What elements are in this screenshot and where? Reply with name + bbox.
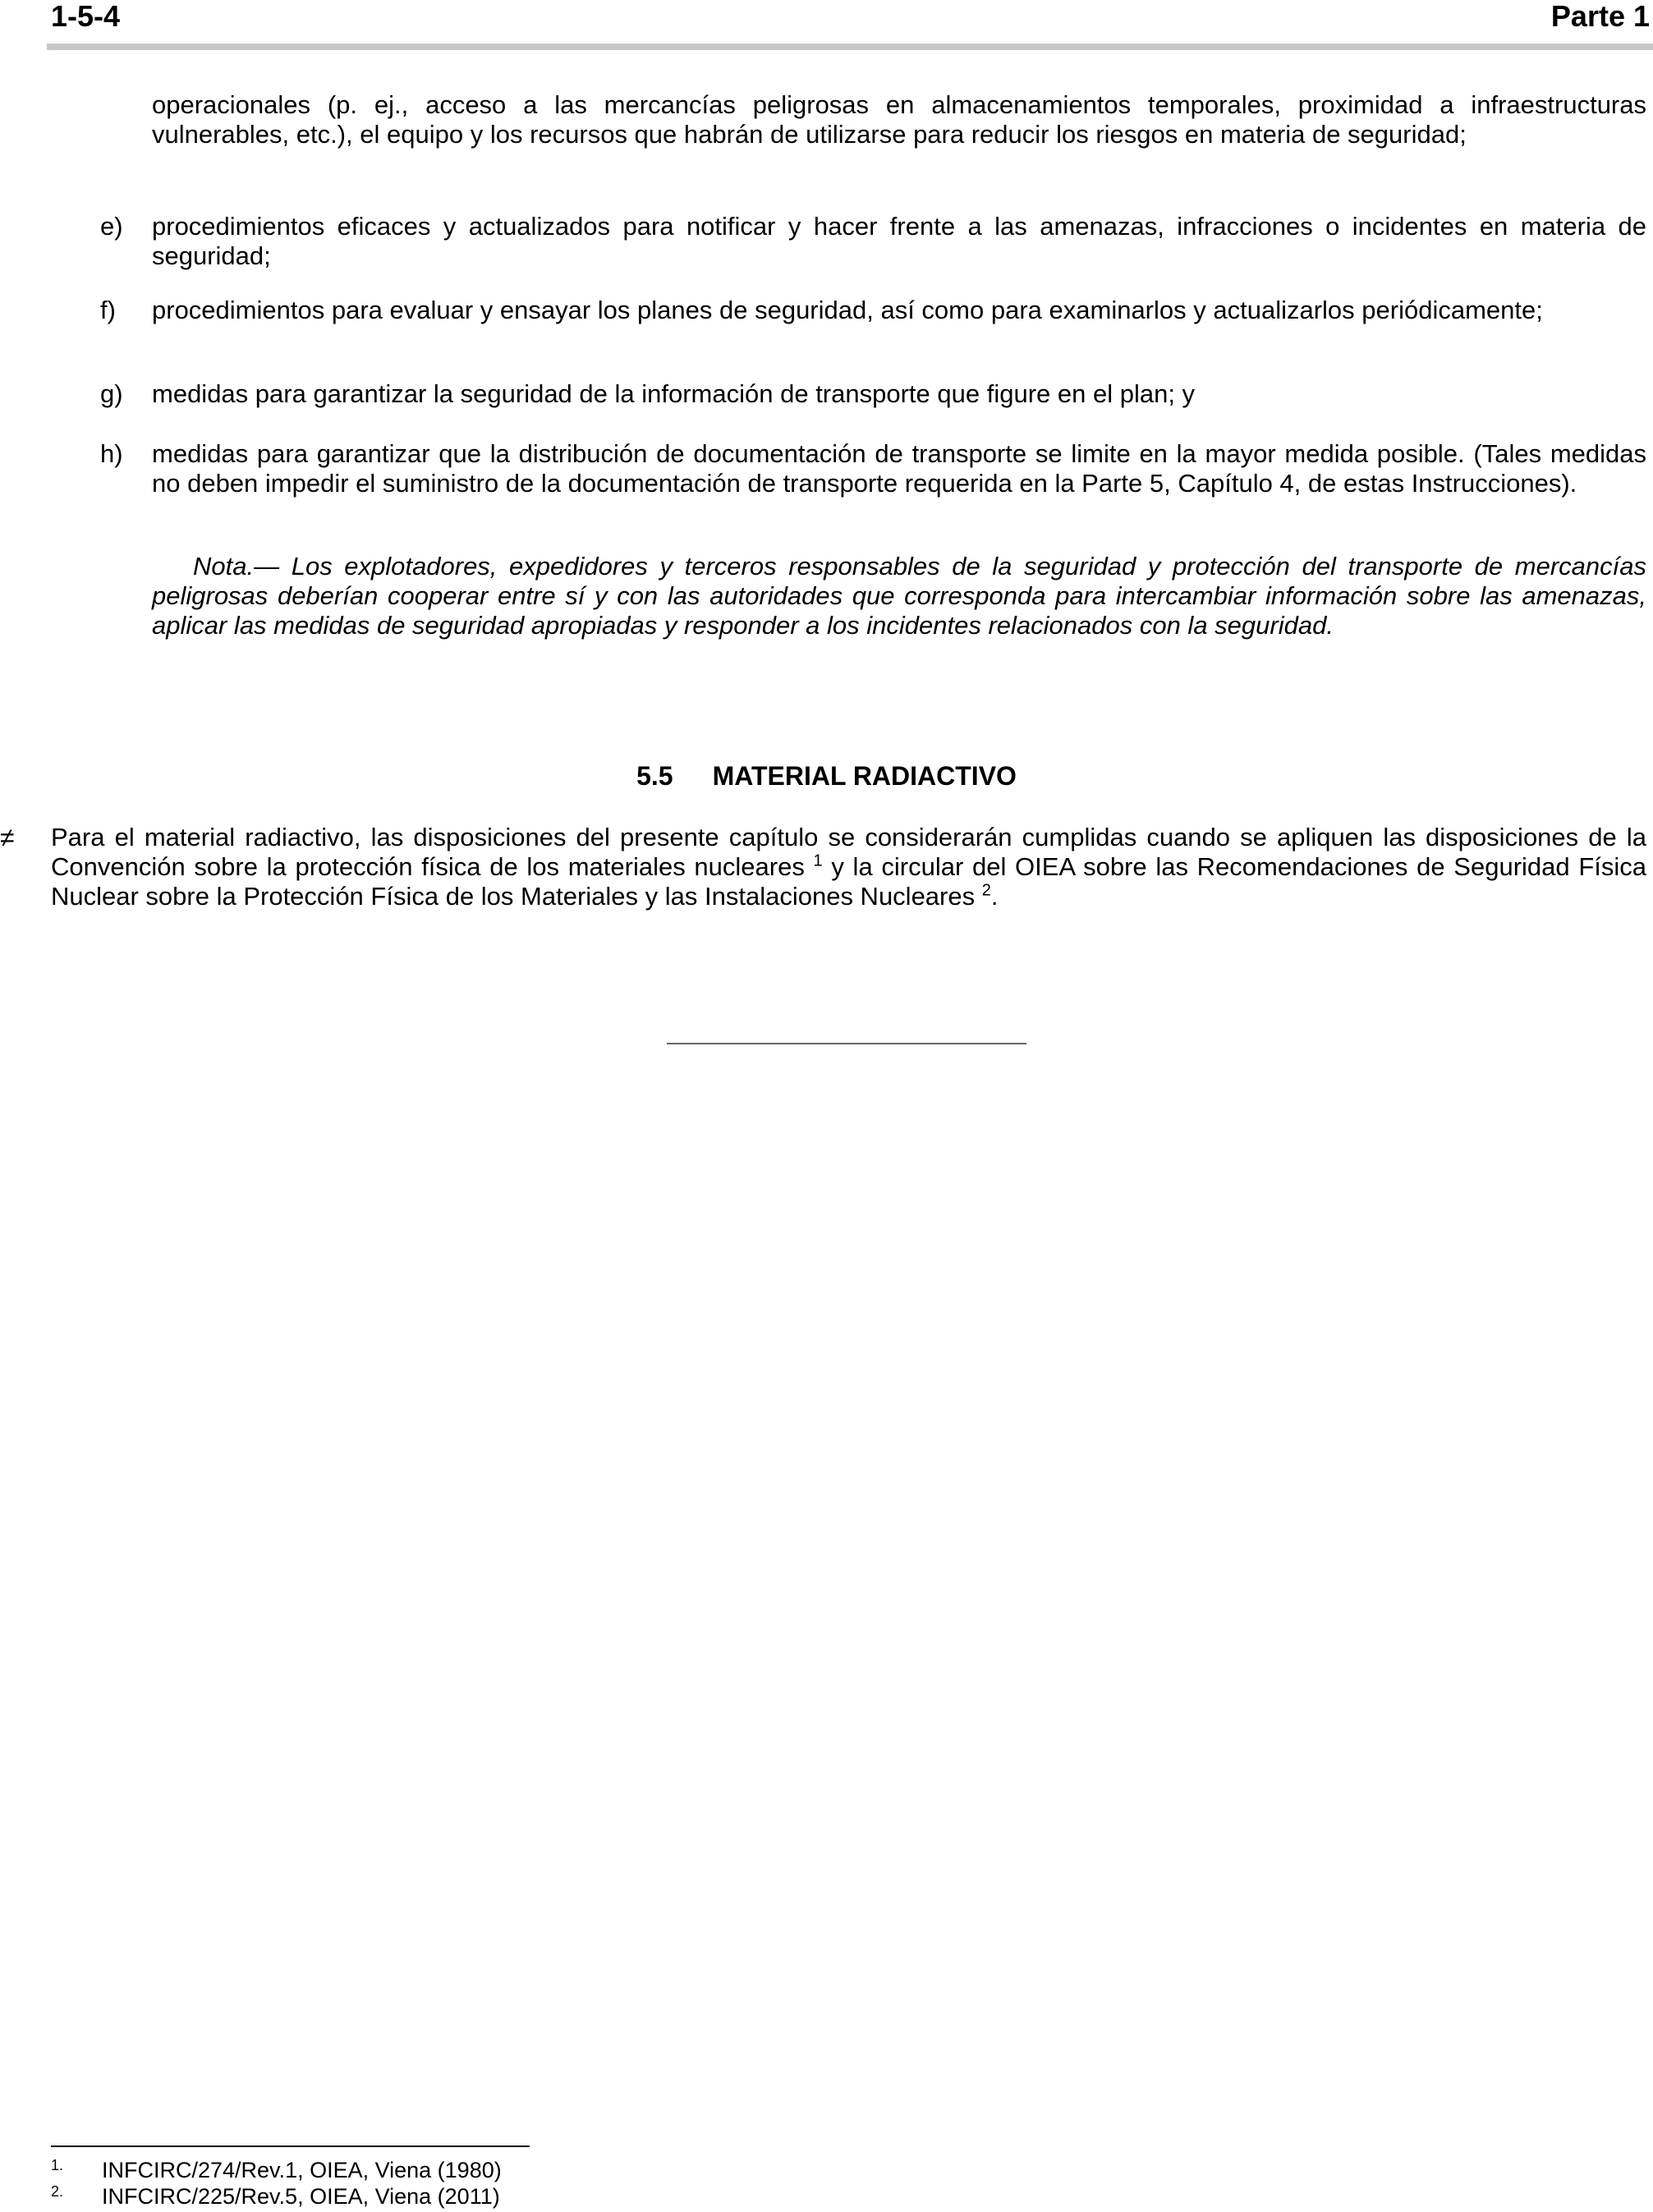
header-rule <box>47 44 1653 50</box>
page-number: 1-5-4 <box>51 0 121 33</box>
continuation-paragraph: operacionales (p. ej., acceso a las mercancías peligrosas en almacenamientos temporales, proximidad a infraestructuras vulnerables, etc.), el equipo y los recursos que habrán de utilizarse para reducir los riesgos en materia de seguridad; <box>152 90 1646 149</box>
footnote-ref-2[interactable]: 2 <box>981 881 991 900</box>
item-text-f: procedimientos para evaluar y ensayar los planes de seguridad, así como para examinarlos y actualizarlos periódicamente; <box>152 296 1543 324</box>
item-label-g: g) <box>100 379 123 408</box>
body-text-3: . <box>990 882 999 911</box>
note-label: Nota.— <box>193 552 280 581</box>
part-label: Parte 1 <box>1550 0 1650 33</box>
footnote-text-1: INFCIRC/274/Rev.1, OIEA, Viena (1980) <box>102 2158 502 2182</box>
item-text-h: medidas para garantizar que la distribución de documentación de transporte se limite en la mayor medida posible. (Tales medidas no deben impedir el suministro de la documentación de transporte requerida en la Parte 5, Capítulo 4, de estas Instrucciones). <box>152 439 1646 498</box>
item-label-h: h) <box>100 439 123 468</box>
footnote-number-2: 2. <box>51 2183 64 2200</box>
note-paragraph <box>152 552 1646 640</box>
section-title: MATERIAL RADIACTIVO <box>712 761 1017 791</box>
section-number: 5.5 <box>636 761 673 791</box>
section-end-rule <box>667 1043 1026 1044</box>
body-text-2: y la circular del OIEA sobre las Recomendaciones de Seguridad Física Nuclear sobre la Protección Física de los Materiales y las Instalaciones Nucleares <box>51 852 1646 911</box>
footnote-ref-1[interactable]: 1 <box>813 851 823 870</box>
item-label-f: f) <box>100 296 116 324</box>
item-text-g: medidas para garantizar la seguridad de la información de transporte que figure en el plan; y <box>152 379 1196 408</box>
body-text-1: Para el material radiactivo, las disposiciones del presente capítulo se considerarán cumplidas cuando se apliquen las disposiciones de la Convención sobre la protección física de los materiales nucleares <box>51 823 1646 881</box>
item-text-e: procedimientos eficaces y actualizados para notificar y hacer frente a las amenazas, infracciones o incidentes en materia de seguridad; <box>152 212 1646 270</box>
change-mark-icon: ≠ <box>0 823 15 852</box>
footnote-number-1: 1. <box>51 2157 64 2173</box>
note-text: Los explotadores, expedidores y terceros responsables de la seguridad y protección del transporte de mercancías peligrosas deberían cooperar entre sí y con las autoridades que corresponda para intercambiar información sobre las amenazas, aplicar las medidas de seguridad apropiadas y responder a los incidentes relacionados con la seguridad. <box>152 552 1646 640</box>
item-label-e: e) <box>100 212 123 241</box>
section-heading <box>0 760 1653 792</box>
radioactive-material-paragraph <box>51 823 1646 911</box>
footnote-text-2: INFCIRC/225/Rev.5, OIEA, Viena (2011) <box>102 2184 500 2209</box>
footnote-rule <box>51 2145 530 2147</box>
